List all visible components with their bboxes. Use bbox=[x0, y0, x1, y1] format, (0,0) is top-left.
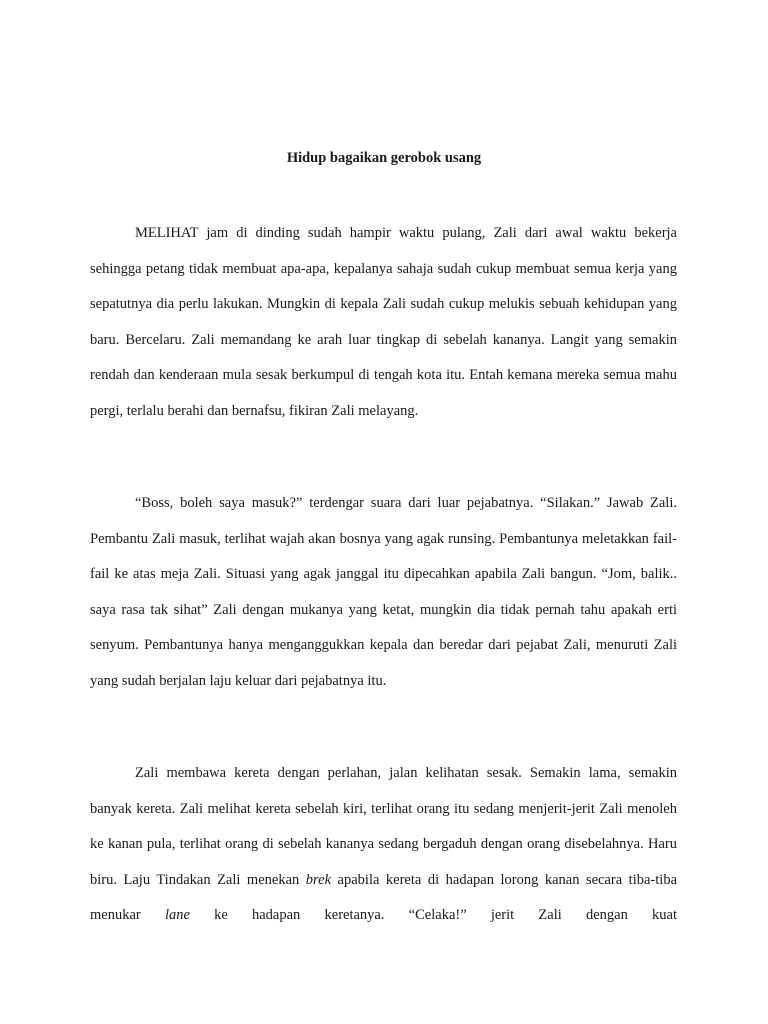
paragraph-1-text: MELIHAT jam di dinding sudah hampir waktu pulang, Zali dari awal waktu bekerja sehingga petang tidak membuat apa-apa, kepalanya sahaja sudah cukup membuat semua kerja yang sepatutnya dia perlu lakukan. Mungkin di kepala Zali sudah cukup melukis sebuah kehidupan yang baru. Bercelaru. Zali memandang ke arah luar tingkap di sebelah kananya. Langit yang semakin rendah dan kenderaan mula sesak berkumpul di tengah kota itu. Entah kemana mereka semua mahu pergi, terlalu berahi dan bernafsu, fikiran Zali melayang. bbox=[90, 225, 677, 419]
paragraph-3-italic-brek: brek bbox=[305, 871, 332, 888]
document-title: Hidup bagaikan gerobok usang bbox=[286, 150, 482, 166]
paragraph-3-text-a: Zali membawa kereta dengan perlahan, jalan kelihatan sesak. Semakin lama, semakin banyak kereta. Zali melihat kereta sebelah kiri, terlihat orang itu sedang menjerit-jerit Zali menoleh ke kanan pula, terlihat orang di sebelah kananya sedang bergaduh dengan orang disebelahnya. Haru biru. Laju Tindakan Zali menekan bbox=[90, 765, 677, 888]
paragraph-3-text-c: ke hadapan keretanya. “Celaka!” jerit Zali dengan kuat bbox=[189, 907, 677, 923]
paragraph-2-text: “Boss, boleh saya masuk?” terdengar suara dari luar pejabatnya. “Silakan.” Jawab Zali. Pembantu Zali masuk, terlihat wajah akan bosnya yang agak runsing. Pembantunya meletakkan fail-fail ke atas meja Zali. Situasi yang agak janggal itu dipecahkan apabila Zali bangun. “Jom, balik.. saya rasa tak sihat” Zali dengan mukanya yang ketat, mungkin dia tidak pernah tahu apakah erti senyum. Pembantunya hanya menganggukkan kepala dan beredar dari pejabat Zali, menuruti Zali yang sudah berjalan laju keluar dari pejabatnya itu. bbox=[90, 495, 677, 689]
paragraph-3-text-b: apabila kereta di hadapan lorong kanan secara tiba-tiba menukar bbox=[90, 871, 678, 923]
paragraph-3 bbox=[90, 756, 677, 934]
paragraph-2 bbox=[90, 486, 677, 699]
paragraph-3-italic-lane: lane bbox=[164, 907, 190, 923]
paragraph-1 bbox=[90, 216, 677, 429]
